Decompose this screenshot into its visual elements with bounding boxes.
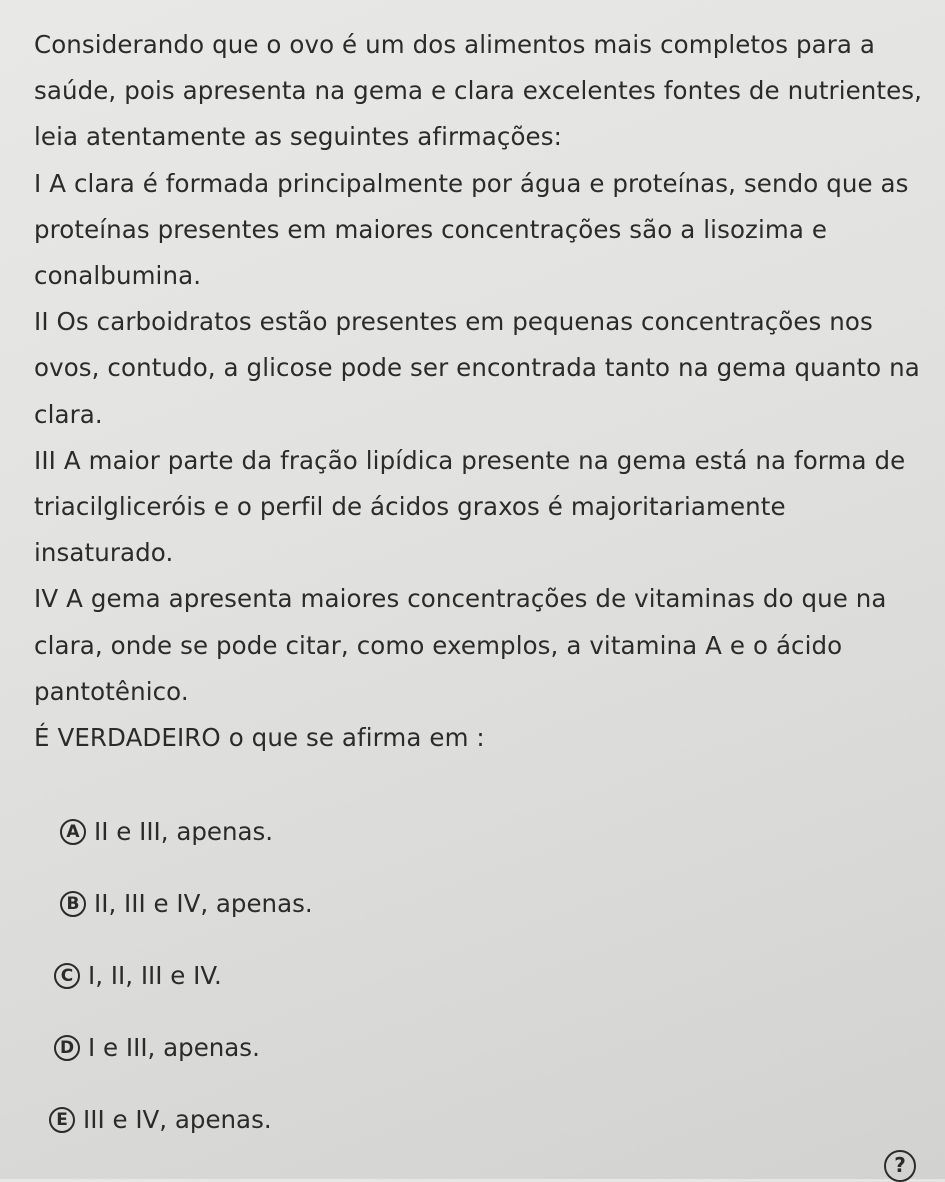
option-a[interactable] [40,808,920,856]
statement-ii: II Os carboidratos estão presentes em pequenas concentrações nos ovos, contudo, a glicose pode ser encontrada tanto na gema quanto na clara. [34,307,920,429]
option-c[interactable] [40,952,920,1000]
option-e[interactable] [40,1096,920,1144]
question-prompt: É VERDADEIRO o que se afirma em : [34,723,485,753]
option-a-letter-badge: A [60,819,86,845]
option-b-letter-badge: B [60,891,86,917]
statement-iv: IV A gema apresenta maiores concentrações de vitaminas do que na clara, onde se pode citar, como exemplos, a vitamina A e o ácido pantotênico. [34,584,887,706]
answer-options [40,808,920,1168]
option-d-text: I e III, apenas. [88,1033,260,1062]
option-c-letter-badge: C [54,963,80,989]
option-e-letter-badge: E [49,1107,75,1133]
question-intro: Considerando que o ovo é um dos alimentos mais completos para a saúde, pois apresenta na gema e clara excelentes fontes de nutrientes, leia atentamente as seguintes afirmações: [34,30,923,152]
option-c-text: I, II, III e IV. [88,961,222,990]
option-b[interactable] [40,880,920,928]
question-block [34,22,924,761]
statement-i: I A clara é formada principalmente por água e proteínas, sendo que as proteínas presentes em maiores concentrações são a lisozima e conalbumina. [34,168,909,291]
option-a-text: II e III, apenas. [94,817,274,846]
option-d-letter-badge: D [54,1035,80,1061]
option-b-text: II, III e IV, apenas. [94,889,313,918]
statement-iii: III A maior parte da fração lipídica presente na gema está na forma de triacilgliceróis e o perfil de ácidos graxos é majoritariamente insaturado. [34,445,906,568]
option-e-text: III e IV, apenas. [83,1105,272,1134]
option-d[interactable] [40,1024,920,1072]
help-icon[interactable]: ? [884,1150,916,1182]
